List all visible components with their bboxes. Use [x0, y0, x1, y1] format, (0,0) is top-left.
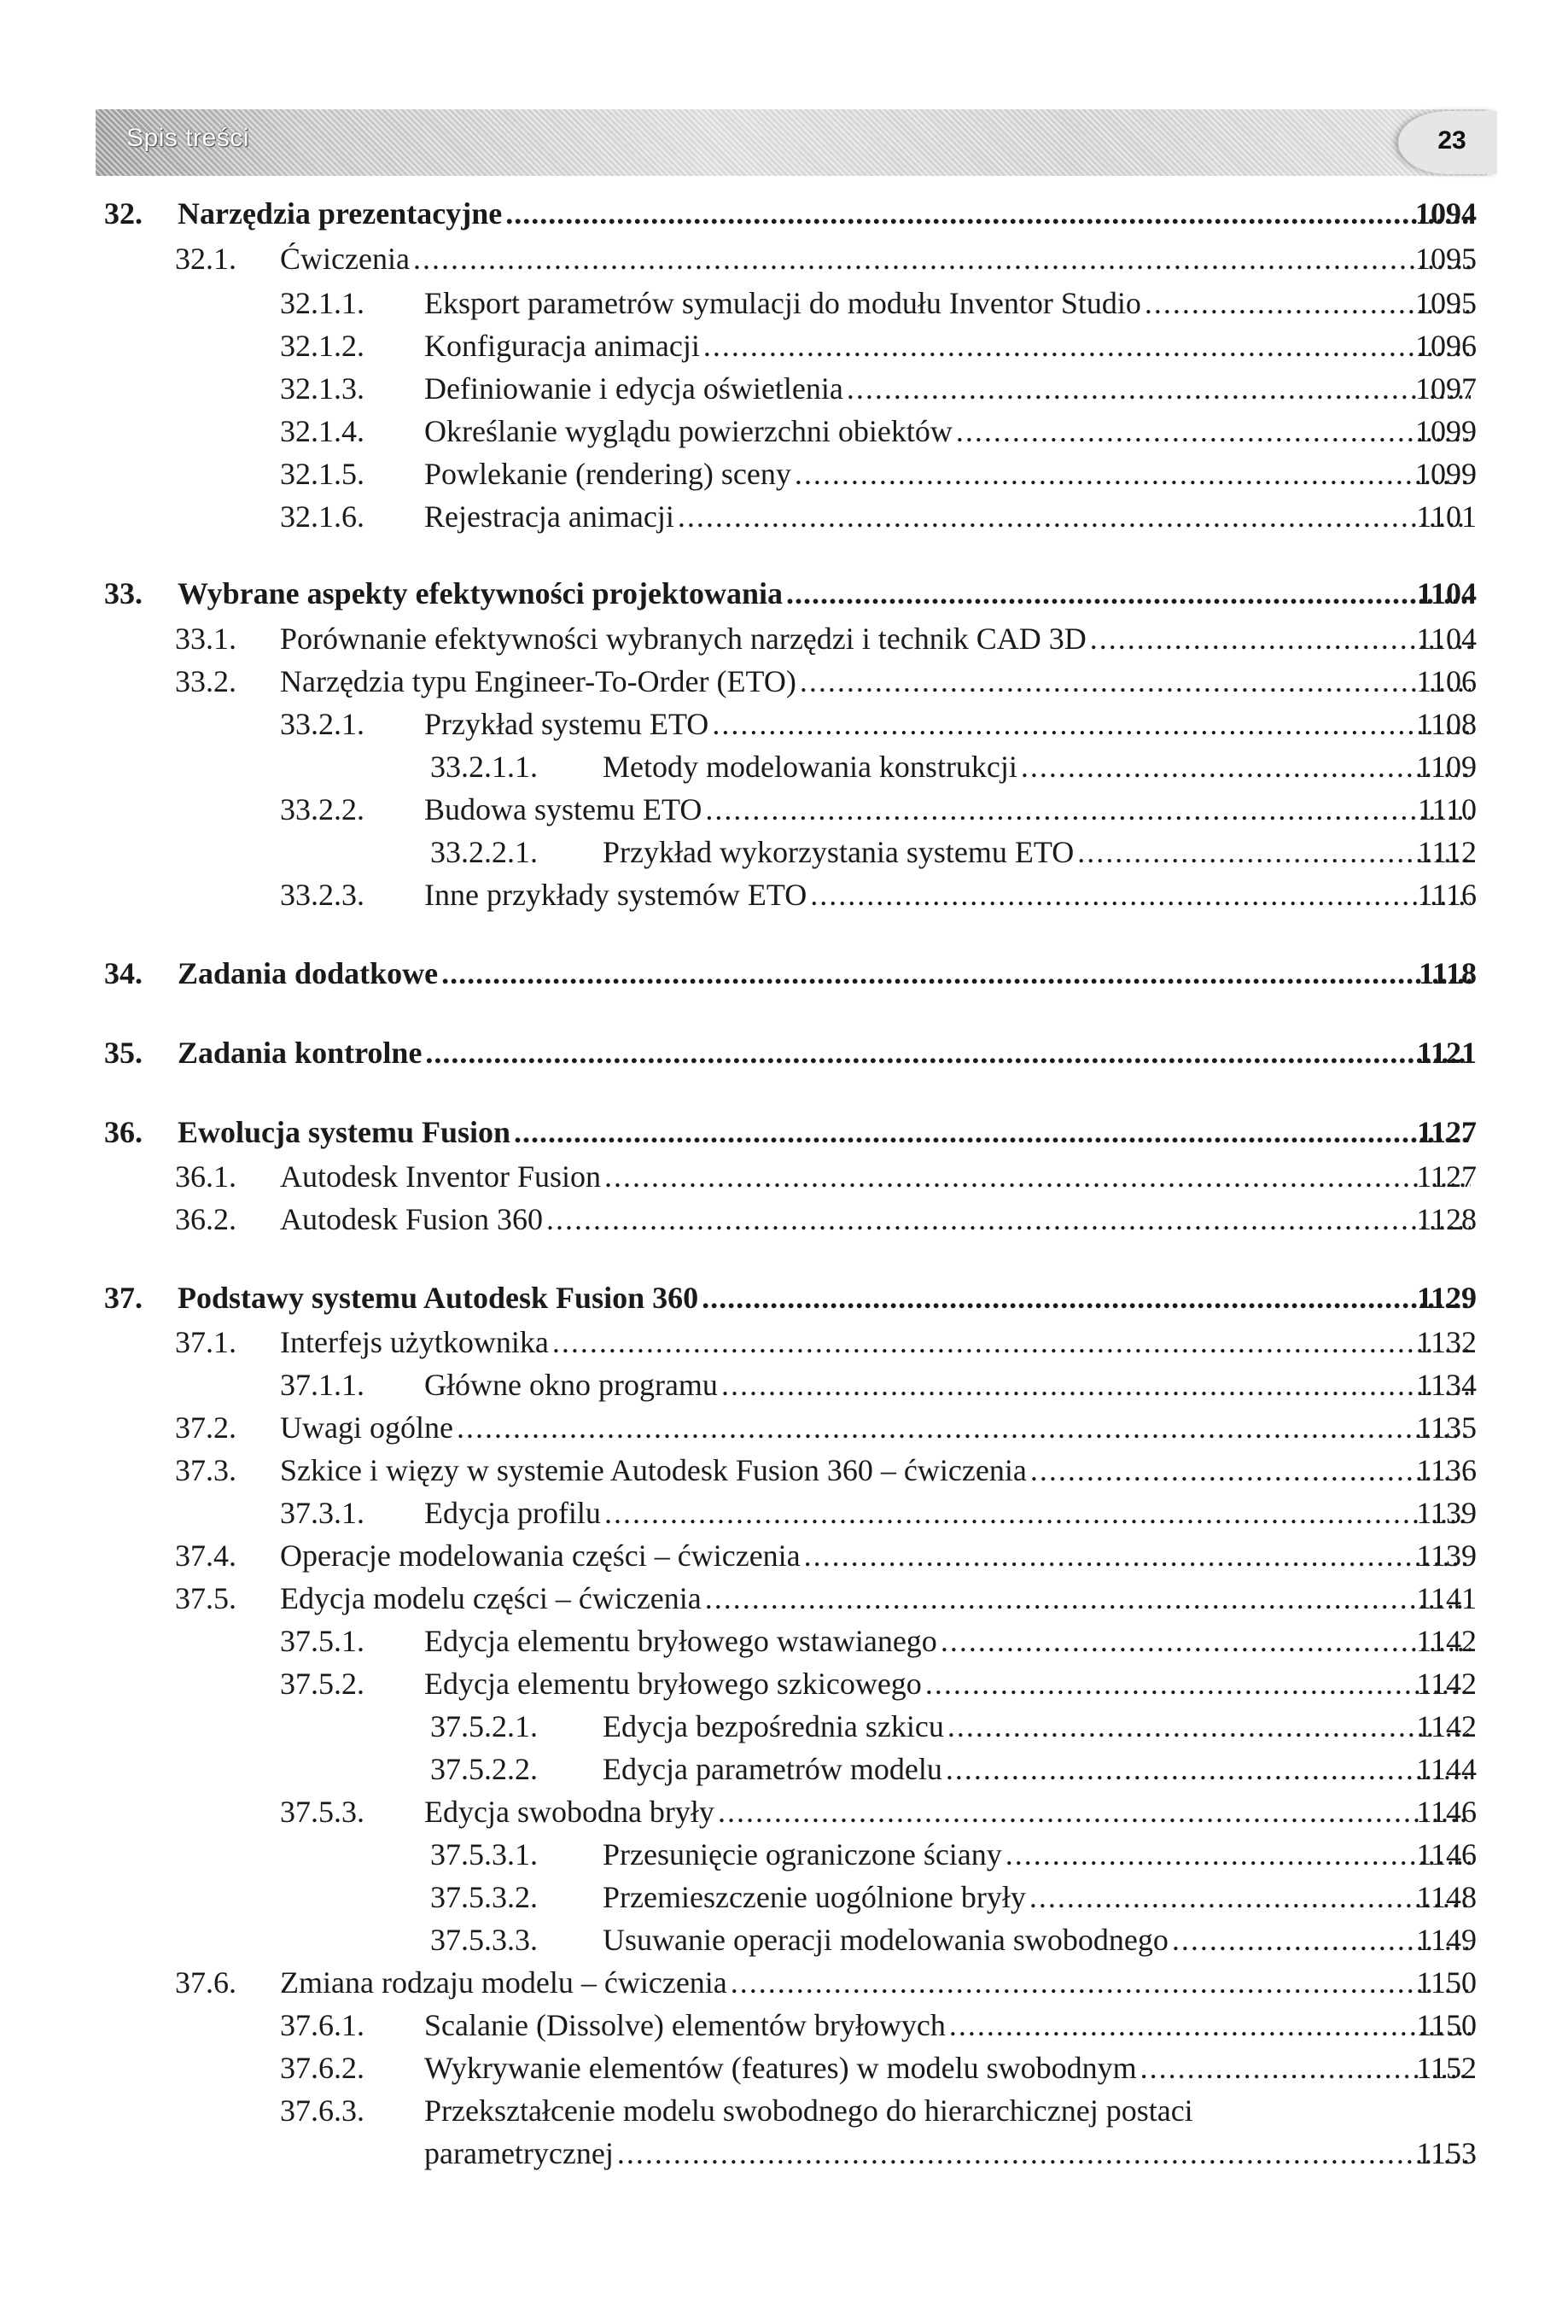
toc-title: Eksport parametrów symulacji do modułu Inventor Studio [424, 286, 1141, 320]
toc-title-line [603, 745, 1474, 788]
toc-number: 37.5.3. [280, 1795, 364, 1829]
dot-leader [795, 453, 1471, 495]
toc-page-number: 1129 [1416, 1281, 1477, 1315]
dot-leader [718, 1790, 1471, 1833]
toc-entry [0, 1321, 1568, 1363]
toc-number: 35. [104, 1036, 143, 1070]
toc-title-line [280, 1155, 1474, 1198]
toc-page-number: 1121 [1416, 1036, 1477, 1070]
toc-page-number: 1118 [1418, 956, 1477, 990]
toc-page-number: 1150 [1416, 1965, 1477, 2000]
dot-leader [505, 192, 1471, 235]
toc-page-number: 1101 [1416, 499, 1477, 534]
toc-entry [0, 1918, 1568, 1961]
toc-title-line [280, 237, 1474, 280]
toc-number: 32.1. [175, 242, 236, 276]
toc-entry [0, 1961, 1568, 2004]
toc-title-line [424, 2132, 1474, 2175]
toc-title-line [178, 572, 1474, 615]
toc-page-number: 1095 [1415, 286, 1477, 320]
toc-title-line [178, 192, 1474, 235]
toc-number: 37.3.1. [280, 1496, 364, 1530]
toc-number: 32.1.4. [280, 414, 364, 448]
toc-title-line [280, 1321, 1474, 1363]
toc-number: 32. [104, 196, 143, 231]
header-band [96, 109, 1487, 176]
toc-page-number: 1127 [1416, 1115, 1477, 1149]
toc-title: Uwagi ogólne [280, 1410, 453, 1445]
toc-entry [0, 1790, 1568, 1833]
dot-leader [804, 1534, 1471, 1577]
dot-leader [413, 237, 1471, 280]
toc-entry [0, 1748, 1568, 1790]
toc-entry [0, 410, 1568, 453]
toc-title: Edycja elementu bryłowego szkicowego [424, 1667, 922, 1701]
toc-title: Narzędzia prezentacyjne [178, 196, 503, 231]
toc-page-number: 1099 [1415, 414, 1477, 448]
toc-page-number: 1153 [1416, 2136, 1477, 2170]
toc-title: parametrycznej [424, 2136, 614, 2170]
toc-title: Zadania dodatkowe [178, 956, 439, 990]
dot-leader [712, 703, 1471, 745]
dot-leader [941, 1620, 1471, 1662]
dot-leader [702, 1276, 1471, 1319]
toc-page-number: 1108 [1416, 707, 1477, 741]
toc-entry [0, 282, 1568, 324]
dot-leader [1006, 1833, 1471, 1876]
toc-title: Zmiana rodzaju modelu – ćwiczenia [280, 1965, 727, 2000]
toc-title-line [603, 1833, 1474, 1876]
toc-title: Usuwanie operacji modelowania swobodnego [603, 1923, 1169, 1957]
toc-page-number: 1136 [1416, 1453, 1477, 1487]
toc-title: Wybrane aspekty efektywności projektowania [178, 576, 783, 610]
toc-title-line [424, 1790, 1474, 1833]
toc-page-number: 1135 [1416, 1410, 1477, 1445]
toc-title-line [424, 1492, 1474, 1534]
toc-page-number: 1104 [1416, 622, 1477, 656]
dot-leader [604, 1155, 1471, 1198]
toc-title-line [280, 1198, 1474, 1241]
toc-number: 34. [104, 956, 143, 990]
toc-title-line [424, 703, 1474, 745]
toc-page-number: 1109 [1416, 750, 1477, 784]
toc-entry [0, 1577, 1568, 1620]
toc-number: 37.1.1. [280, 1368, 364, 1402]
toc-page-number: 1097 [1415, 371, 1477, 406]
toc-number: 33.2. [175, 664, 236, 698]
toc-number: 37.1. [175, 1325, 236, 1359]
toc-entry [0, 367, 1568, 410]
toc-page-number: 1149 [1416, 1923, 1477, 1957]
toc-number: 37.5.1. [280, 1624, 364, 1658]
toc-title-line [280, 660, 1474, 703]
toc-title: Określanie wyglądu powierzchni obiektów [424, 414, 953, 448]
toc-number: 37. [104, 1281, 143, 1315]
toc-entry [0, 873, 1568, 916]
toc-number: 37.5.3.3. [430, 1923, 538, 1957]
toc-title-line [603, 1918, 1474, 1961]
toc-title: Przekształcenie modelu swobodnego do hierarchicznej postaci [424, 2093, 1193, 2128]
toc-title: Szkice i więzy w systemie Autodesk Fusion 360 – ćwiczenia [280, 1453, 1027, 1487]
toc-page-number: 1104 [1416, 576, 1477, 610]
toc-title: Inne przykłady systemów ETO [424, 878, 807, 912]
toc-number: 36.1. [175, 1159, 236, 1194]
toc-title: Edycja parametrów modelu [603, 1752, 942, 1786]
toc-page-number: 1142 [1416, 1624, 1477, 1658]
toc-entry [0, 2132, 1568, 2175]
toc-entry [0, 831, 1568, 873]
toc-title: Zadania kontrolne [178, 1036, 423, 1070]
dot-leader [721, 1363, 1471, 1406]
toc-page-number: 1099 [1415, 457, 1477, 491]
toc-title-line [178, 952, 1474, 995]
toc-chapter [0, 192, 1568, 235]
toc-title-line [424, 410, 1474, 453]
dot-leader [441, 952, 1471, 995]
toc-title-line [280, 1961, 1474, 2004]
toc-title-line [424, 495, 1474, 538]
toc-title-line [424, 788, 1474, 831]
toc-number: 33.2.1. [280, 707, 364, 741]
toc-entry [0, 1620, 1568, 1662]
toc-entry [0, 1534, 1568, 1577]
toc-entry [0, 1492, 1568, 1534]
toc-number: 33. [104, 576, 143, 610]
toc-entry [0, 2004, 1568, 2047]
dot-leader [947, 1705, 1471, 1748]
toc-page-number: 1096 [1415, 329, 1477, 363]
toc-page-number: 1116 [1417, 878, 1477, 912]
toc-title: Przemieszczenie uogólnione bryły [603, 1880, 1026, 1914]
toc-title-line [424, 1620, 1474, 1662]
toc-title: Główne okno programu [424, 1368, 718, 1402]
toc-number: 37.5. [175, 1581, 236, 1615]
toc-title-line [424, 873, 1474, 916]
dot-leader [514, 1111, 1471, 1153]
dot-leader [705, 1577, 1471, 1620]
toc-number: 33.2.2. [280, 792, 364, 826]
toc-number: 37.5.2.2. [430, 1752, 538, 1786]
toc-page-number: 1110 [1417, 792, 1477, 826]
toc-title-line [603, 1876, 1474, 1918]
toc-entry [0, 1449, 1568, 1492]
toc-title-line [280, 1406, 1474, 1449]
toc-number: 37.5.3.2. [430, 1880, 538, 1914]
toc-title-line [280, 1577, 1474, 1620]
dot-leader [786, 572, 1471, 615]
toc-title-line [424, 367, 1474, 410]
toc-page-number: 1148 [1416, 1880, 1477, 1914]
toc-entry [0, 660, 1568, 703]
toc-title-line [603, 831, 1474, 873]
section-label: Spis treści [126, 124, 249, 152]
toc-title-line [424, 2089, 1474, 2132]
toc-title: Edycja profilu [424, 1496, 601, 1530]
toc-title-line [424, 2047, 1474, 2089]
toc-title: Narzędzia typu Engineer-To-Order (ETO) [280, 664, 796, 698]
toc-number: 32.1.3. [280, 371, 364, 406]
toc-number: 37.5.2. [280, 1667, 364, 1701]
toc-page-number: 1139 [1416, 1496, 1477, 1530]
dot-leader [604, 1492, 1471, 1534]
toc-title: Edycja bezpośrednia szkicu [603, 1709, 944, 1743]
toc-entry [0, 1705, 1568, 1748]
toc-title-line [603, 1705, 1474, 1748]
toc-title: Przykład systemu ETO [424, 707, 709, 741]
toc-number: 32.1.6. [280, 499, 364, 534]
toc-title-line [424, 453, 1474, 495]
dot-leader [546, 1198, 1471, 1241]
toc-title: Scalanie (Dissolve) elementów bryłowych [424, 2008, 946, 2042]
toc-entry [0, 1363, 1568, 1406]
toc-chapter [0, 1276, 1568, 1319]
toc-title: Wykrywanie elementów (features) w modelu swobodnym [424, 2051, 1137, 2085]
toc-page-number: 1144 [1416, 1752, 1477, 1786]
toc-page-number: 1094 [1415, 196, 1477, 231]
dot-leader [946, 1748, 1471, 1790]
toc-entry [0, 1198, 1568, 1241]
toc-entry [0, 1833, 1568, 1876]
toc-title: Interfejs użytkownika [280, 1325, 549, 1359]
toc-number: 37.2. [175, 1410, 236, 1445]
toc-chapter [0, 1111, 1568, 1153]
toc-title-line [424, 282, 1474, 324]
toc-title: Autodesk Inventor Fusion [280, 1159, 601, 1194]
toc-title: Edycja modelu części – ćwiczenia [280, 1581, 702, 1615]
toc-page-number: 1141 [1416, 1581, 1477, 1615]
toc-number: 37.6.2. [280, 2051, 364, 2085]
toc-title-line [424, 1662, 1474, 1705]
toc-entry [0, 237, 1568, 280]
toc-title-line [424, 2004, 1474, 2047]
dot-leader [617, 2132, 1471, 2175]
page-number: 23 [1437, 126, 1466, 155]
toc-title: Powlekanie (rendering) sceny [424, 457, 791, 491]
toc-number: 33.1. [175, 622, 236, 656]
toc-page-number: 1139 [1416, 1539, 1477, 1573]
toc-entry [0, 2089, 1568, 2132]
toc-number: 36. [104, 1115, 143, 1149]
toc-page-number: 1134 [1416, 1368, 1477, 1402]
dot-leader [925, 1662, 1471, 1705]
toc-title: Edycja elementu bryłowego wstawianego [424, 1624, 937, 1658]
dot-leader [800, 660, 1471, 703]
toc-entry [0, 745, 1568, 788]
dot-leader [731, 1961, 1471, 2004]
toc-title-line [280, 1449, 1474, 1492]
toc-page-number: 1106 [1416, 664, 1477, 698]
dot-leader [810, 873, 1471, 916]
toc-number: 33.2.2.1. [430, 835, 538, 869]
toc-title: Autodesk Fusion 360 [280, 1202, 544, 1236]
dot-leader [678, 495, 1471, 538]
toc-title: Ćwiczenia [280, 242, 410, 276]
toc-entry [0, 1155, 1568, 1198]
toc-chapter [0, 1031, 1568, 1074]
toc-title: Definiowanie i edycja oświetlenia [424, 371, 843, 406]
toc-entry [0, 617, 1568, 660]
toc-page-number: 1142 [1416, 1709, 1477, 1743]
toc-page-number: 1127 [1416, 1159, 1477, 1194]
toc-entry [0, 1662, 1568, 1705]
toc-title: Przesunięcie ograniczone ściany [603, 1837, 1002, 1871]
toc-number: 36.2. [175, 1202, 236, 1236]
dot-leader [552, 1321, 1471, 1363]
dot-leader [425, 1031, 1471, 1074]
toc-page-number: 1150 [1416, 2008, 1477, 2042]
toc-title-line [280, 1534, 1474, 1577]
toc-title-line [424, 324, 1474, 367]
toc-number: 37.3. [175, 1453, 236, 1487]
toc-title-line [424, 1363, 1474, 1406]
toc-number: 32.1.5. [280, 457, 364, 491]
toc-entry [0, 2047, 1568, 2089]
toc-entry [0, 495, 1568, 538]
toc-number: 32.1.1. [280, 286, 364, 320]
toc-entry [0, 788, 1568, 831]
toc-number: 37.4. [175, 1539, 236, 1573]
dot-leader [956, 410, 1471, 453]
toc-entry [0, 324, 1568, 367]
toc-page-number: 1152 [1416, 2051, 1477, 2085]
toc-title: Konfiguracja animacji [424, 329, 700, 363]
toc-title-line [280, 617, 1474, 660]
toc-title-line [603, 1748, 1474, 1790]
toc-number: 37.6.1. [280, 2008, 364, 2042]
toc-entry [0, 1406, 1568, 1449]
toc-page-number: 1095 [1415, 242, 1477, 276]
toc-number: 37.5.2.1. [430, 1709, 538, 1743]
toc-title: Podstawy systemu Autodesk Fusion 360 [178, 1281, 699, 1315]
toc-number: 37.5.3.1. [430, 1837, 538, 1871]
toc-page-number: 1132 [1416, 1325, 1477, 1359]
toc-title: Rejestracja animacji [424, 499, 674, 534]
toc-title: Przykład wykorzystania systemu ETO [603, 835, 1075, 869]
toc-entry [0, 1876, 1568, 1918]
toc-page-number: 1146 [1416, 1837, 1477, 1871]
toc-number: 37.6. [175, 1965, 236, 2000]
toc-title-line [178, 1276, 1474, 1319]
toc-entry [0, 453, 1568, 495]
dot-leader [703, 324, 1471, 367]
toc-entry [0, 703, 1568, 745]
toc-title: Budowa systemu ETO [424, 792, 702, 826]
toc-title: Ewolucja systemu Fusion [178, 1115, 511, 1149]
toc-number: 33.2.1.1. [430, 750, 538, 784]
dot-leader [949, 2004, 1471, 2047]
toc-number: 33.2.3. [280, 878, 364, 912]
toc-title-line [178, 1111, 1474, 1153]
toc-page-number: 1128 [1416, 1202, 1477, 1236]
toc-title: Metody modelowania konstrukcji [603, 750, 1017, 784]
toc-chapter [0, 952, 1568, 995]
toc-page-number: 1142 [1416, 1667, 1477, 1701]
toc-title: Operacje modelowania części – ćwiczenia [280, 1539, 801, 1573]
toc-title: Porównanie efektywności wybranych narzędzi i technik CAD 3D [280, 622, 1087, 656]
toc-title: Edycja swobodna bryły [424, 1795, 714, 1829]
toc-chapter [0, 572, 1568, 615]
dot-leader [847, 367, 1471, 410]
toc-page-number: 1112 [1417, 835, 1477, 869]
dot-leader [457, 1406, 1471, 1449]
toc-number: 37.6.3. [280, 2093, 364, 2128]
toc-title-line [178, 1031, 1474, 1074]
toc-page-number: 1146 [1416, 1795, 1477, 1829]
dot-leader [705, 788, 1471, 831]
toc-number: 32.1.2. [280, 329, 364, 363]
